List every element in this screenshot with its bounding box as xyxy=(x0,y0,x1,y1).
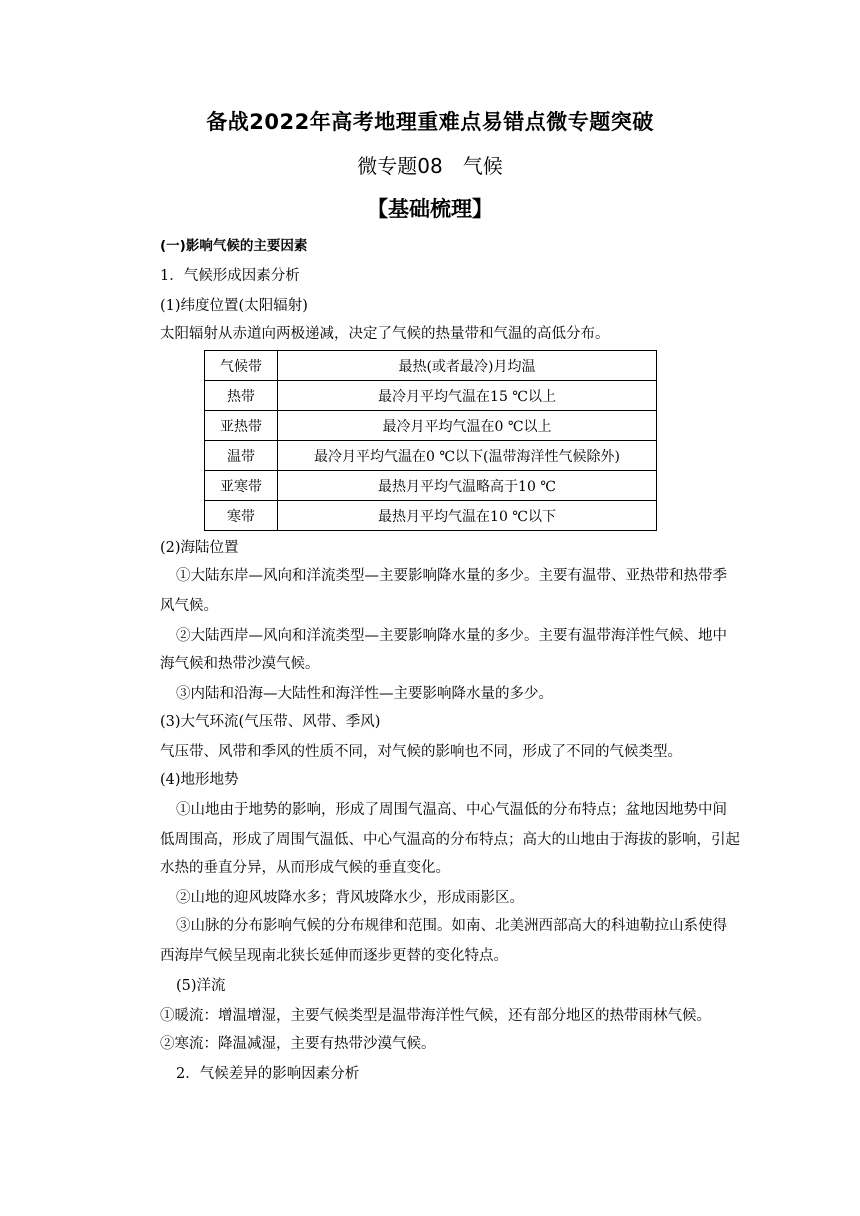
table-row xyxy=(205,411,657,441)
document-subtitle: 微专题08 气候 xyxy=(357,154,503,178)
paragraph-line: ①山地由于地势的影响，形成了周围气温高、中心气温低的分布特点；盆地因地势中间 xyxy=(176,802,727,818)
paragraph-line: 低周围高，形成了周围气温低、中心气温高的分布特点；高大的山地由于海拔的影响，引起 xyxy=(160,832,740,848)
paragraph-heading-latitude: (1)纬度位置(太阳辐射) xyxy=(160,298,308,314)
section-heading-1: (一)影响气候的主要因素 xyxy=(160,238,308,254)
table-row xyxy=(205,441,657,471)
climate-zone-table xyxy=(204,350,657,531)
paragraph-heading-circulation: (3)大气环流(气压带、风带、季风) xyxy=(160,714,381,730)
paragraph-line: ③内陆和沿海—大陆性和海洋性—主要影响降水量的多少。 xyxy=(176,686,553,702)
paragraph-line: 海气候和热带沙漠气候。 xyxy=(160,656,320,672)
table-cell: 热带 xyxy=(205,381,278,411)
table-header-cell: 最热(或者最冷)月均温 xyxy=(278,351,657,381)
table-cell: 温带 xyxy=(205,441,278,471)
table-header-row xyxy=(205,351,657,381)
paragraph-line: ③山脉的分布影响气候的分布规律和范围。如南、北美洲西部高大的科迪勒拉山系使得 xyxy=(176,918,727,934)
paragraph-circulation: 气压带、风带和季风的性质不同，对气候的影响也不同，形成了不同的气候类型。 xyxy=(160,744,682,760)
paragraph-line: 风气候。 xyxy=(160,598,218,614)
table-cell: 最热月平均气温略高于10 ℃ xyxy=(278,471,657,501)
table-cell: 最冷月平均气温在0 ℃以下(温带海洋性气候除外) xyxy=(278,441,657,471)
paragraph-heading-terrain: (4)地形地势 xyxy=(160,772,239,788)
table-header-cell: 气候带 xyxy=(205,351,278,381)
table-row xyxy=(205,501,657,531)
paragraph-line: ②寒流：降温减湿，主要有热带沙漠气候。 xyxy=(160,1036,436,1052)
table-row xyxy=(205,471,657,501)
paragraph-heading-sea-land: (2)海陆位置 xyxy=(160,540,239,556)
table-cell: 最热月平均气温在10 ℃以下 xyxy=(278,501,657,531)
table-cell: 亚热带 xyxy=(205,411,278,441)
table-cell: 亚寒带 xyxy=(205,471,278,501)
table-cell: 寒带 xyxy=(205,501,278,531)
table-cell: 最冷月平均气温在15 ℃以上 xyxy=(278,381,657,411)
paragraph-line: ②山地的迎风坡降水多；背风坡降水少，形成雨影区。 xyxy=(176,890,524,906)
paragraph-heading-currents: (5)洋流 xyxy=(176,978,226,994)
subsection-heading-2: 2．气候差异的影响因素分析 xyxy=(176,1066,360,1082)
table-row xyxy=(205,381,657,411)
paragraph-latitude: 太阳辐射从赤道向两极递减，决定了气候的热量带和气温的高低分布。 xyxy=(160,326,610,342)
table-cell: 最冷月平均气温在0 ℃以上 xyxy=(278,411,657,441)
paragraph-line: ②大陆西岸—风向和洋流类型—主要影响降水量的多少。主要有温带海洋性气候、地中 xyxy=(176,628,727,644)
paragraph-line: ①暖流：增温增湿，主要气候类型是温带海洋性气候，还有部分地区的热带雨林气候。 xyxy=(160,1008,711,1024)
paragraph-line: 西海岸气候呈现南北狭长延伸而逐步更替的变化特点。 xyxy=(160,948,508,964)
paragraph-line: 水热的垂直分异，从而形成气候的垂直变化。 xyxy=(160,860,450,876)
document-title: 备战2022年高考地理重难点易错点微专题突破 xyxy=(206,110,654,134)
paragraph-line: ①大陆东岸—风向和洋流类型—主要影响降水量的多少。主要有温带、亚热带和热带季 xyxy=(176,568,727,584)
section-heading: 【基础梳理】 xyxy=(367,197,493,221)
subsection-heading-1: 1．气候形成因素分析 xyxy=(160,268,300,284)
